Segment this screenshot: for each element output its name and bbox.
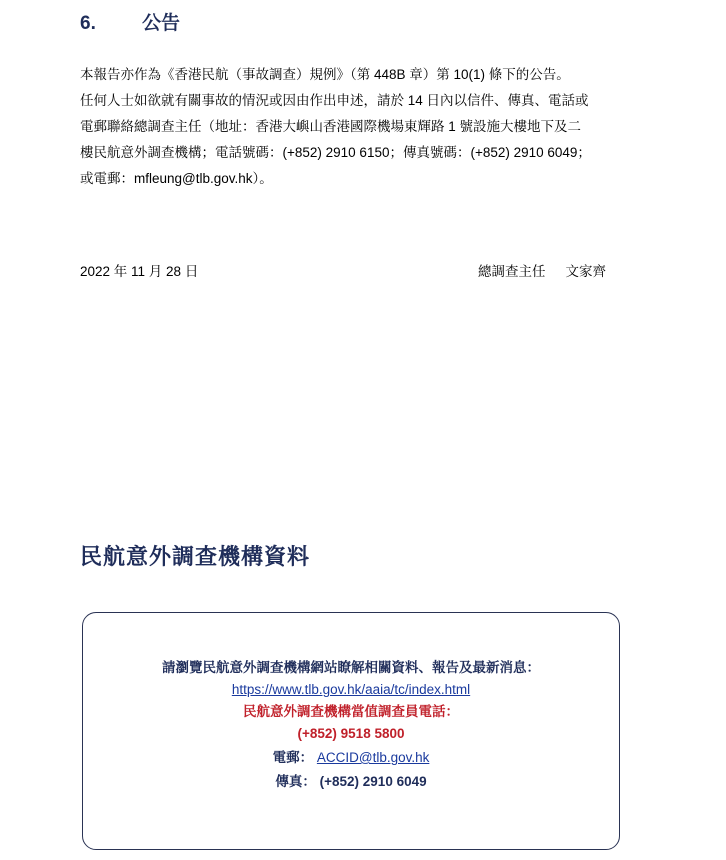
fax-label: 傳真：	[275, 774, 316, 789]
fax-number: (+852) 2910 6049	[319, 774, 427, 789]
section-heading	[80, 8, 180, 35]
contact-info-content	[83, 657, 619, 793]
email-label: 電郵：	[272, 750, 314, 765]
fax-row	[83, 771, 619, 793]
email-link[interactable]: ACCID@tlb.gov.hk	[316, 750, 430, 765]
signature-title: 總調查主任	[478, 264, 546, 279]
notice-line: 本報告亦作為《香港民航（事故調查）規例》（第 448B 章）第 10(1) 條下的公告。	[80, 67, 570, 82]
notice-line: 樓民航意外調查機構；電話號碼：(+852) 2910 6150；傳真號碼：(+852) 2910 6049；	[80, 145, 591, 160]
notice-line: 任何人士如欲就有關事故的情況或因由作出申述，請於 14 日內以信件、傳真、電話或	[80, 93, 589, 108]
notice-paragraph	[80, 62, 670, 192]
signature-block	[478, 262, 606, 282]
website-link[interactable]: https://www.tlb.gov.hk/aaia/tc/index.html	[231, 682, 471, 697]
notice-line: 電郵聯絡總調查主任（地址：香港大嶼山香港國際機場東輝路 1 號設施大樓地下及二	[80, 119, 582, 134]
website-intro: 請瀏覽民航意外調查機構網站瞭解相關資料、報告及最新消息：	[162, 660, 540, 675]
signature-date: 2022 年 11 月 28 日	[80, 264, 199, 279]
section-number: 6.	[80, 13, 96, 34]
aaia-heading: 民航意外調查機構資料	[80, 544, 311, 569]
notice-line: 或電郵：mfleung@tlb.gov.hk）。	[80, 171, 273, 186]
duty-phone-number: (+852) 9518 5800	[297, 726, 405, 741]
duty-phone-label: 民航意外調查機構當值調查員電話：	[243, 704, 459, 719]
section-title: 公告	[142, 13, 181, 34]
signature-name: 文家齊	[565, 264, 606, 279]
contact-info-box	[82, 612, 620, 850]
email-row	[83, 747, 619, 769]
